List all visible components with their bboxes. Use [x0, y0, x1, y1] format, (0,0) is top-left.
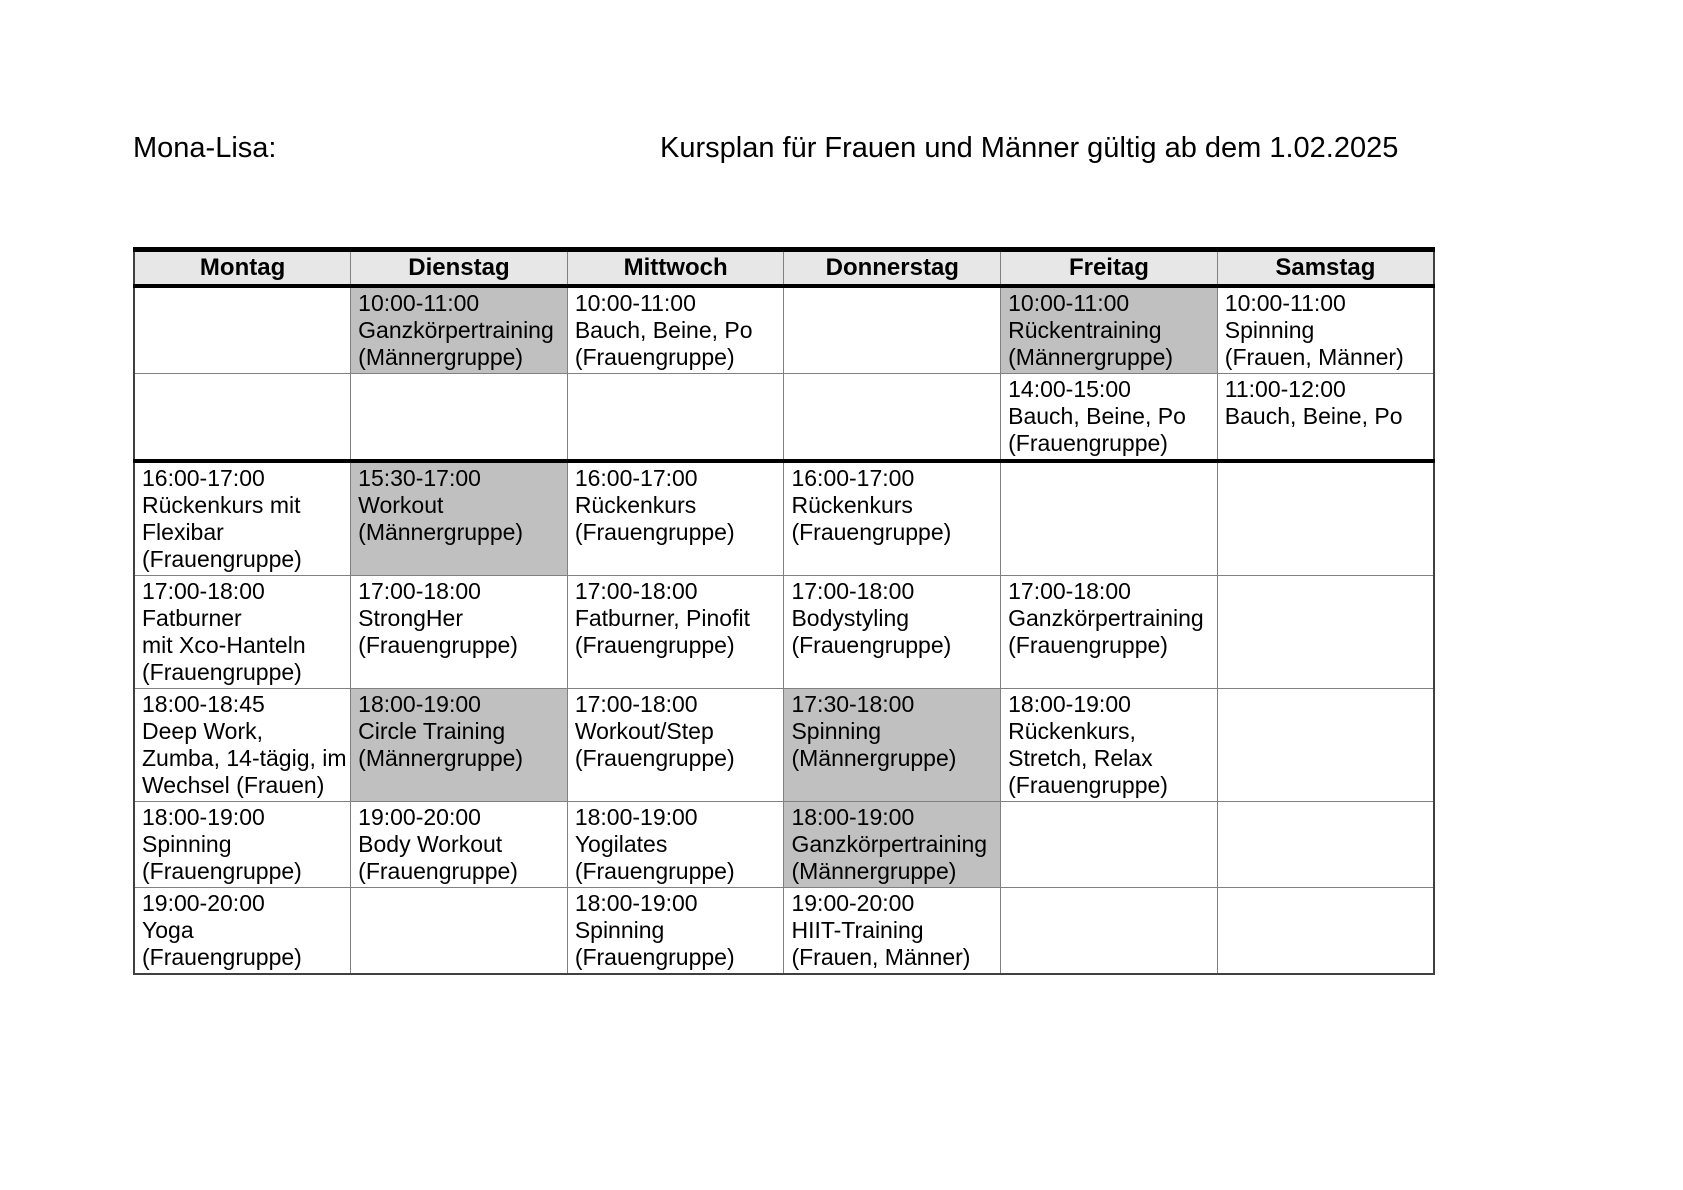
cell-line: Spinning	[142, 831, 232, 857]
cell-r1-montag	[134, 286, 351, 374]
cell-r2-mittwoch	[567, 374, 784, 462]
cell-line: Fatburner	[142, 605, 242, 631]
cell-line: Body Workout	[358, 831, 503, 857]
day-header-samstag: Samstag	[1217, 250, 1434, 287]
table-row	[134, 689, 1434, 802]
cell-r7-samstag	[1217, 888, 1434, 975]
cell-line: (Frauengruppe)	[142, 546, 302, 572]
cell-line: Rückentraining	[1008, 317, 1162, 343]
cell-line: HIIT-Training	[791, 917, 924, 943]
cell-line: (Frauengruppe)	[142, 944, 302, 970]
cell-r6-mittwoch	[567, 802, 784, 888]
cell-line: 11:00-12:00	[1224, 376, 1346, 402]
cell-line: Bauch, Beine, Po	[1224, 403, 1403, 429]
cell-r7-mittwoch	[567, 888, 784, 975]
cell-r7-montag	[134, 888, 351, 975]
cell-line: Zumba, 14-tägig, im	[142, 745, 347, 771]
cell-line: Stretch, Relax	[1008, 745, 1153, 771]
schedule-table-head	[134, 250, 1434, 287]
table-row	[134, 461, 1434, 576]
schedule-table-body	[134, 286, 1434, 974]
cell-line: (Frauengruppe)	[1008, 772, 1168, 798]
cell-line: (Frauengruppe)	[358, 858, 518, 884]
schedule-table	[133, 247, 1435, 975]
cell-line: 10:00-11:00	[574, 290, 696, 316]
cell-r4-mittwoch	[567, 576, 784, 689]
cell-line: Spinning	[1224, 317, 1315, 343]
cell-r4-dienstag	[351, 576, 568, 689]
table-row	[134, 888, 1434, 975]
cell-line: 18:00-19:00	[142, 804, 265, 830]
cell-line: Workout	[358, 492, 444, 518]
cell-line: (Männergruppe)	[1008, 344, 1174, 370]
cell-line: Rückenkurs	[791, 492, 913, 518]
cell-r6-montag	[134, 802, 351, 888]
cell-line: Ganzkörpertraining	[1008, 605, 1204, 631]
day-header-row	[134, 250, 1434, 287]
cell-line: 17:00-18:00	[791, 578, 915, 604]
cell-line: (Frauengruppe)	[574, 632, 735, 658]
day-header-donnerstag: Donnerstag	[784, 250, 1001, 287]
cell-r6-samstag	[1217, 802, 1434, 888]
cell-r2-donnerstag	[784, 374, 1001, 462]
cell-line: (Frauengruppe)	[1008, 632, 1168, 658]
cell-line: (Frauengruppe)	[1008, 430, 1168, 456]
cell-r4-samstag	[1217, 576, 1434, 689]
cell-line: Rückenkurs mit	[142, 492, 301, 518]
cell-r1-donnerstag	[784, 286, 1001, 374]
table-row	[134, 576, 1434, 689]
cell-r1-dienstag	[351, 286, 568, 374]
cell-r1-freitag	[1001, 286, 1218, 374]
cell-r2-montag	[134, 374, 351, 462]
cell-r7-donnerstag	[784, 888, 1001, 975]
cell-line: Yoga	[142, 917, 194, 943]
cell-line: Workout/Step	[574, 718, 714, 744]
cell-line: (Männergruppe)	[358, 519, 524, 545]
cell-line: Circle Training	[358, 718, 506, 744]
cell-r5-donnerstag	[784, 689, 1001, 802]
cell-line: Wechsel (Frauen)	[142, 772, 325, 798]
cell-line: Rückenkurs	[574, 492, 697, 518]
cell-line: 10:00-11:00	[1008, 290, 1130, 316]
cell-line: (Männergruppe)	[358, 745, 524, 771]
cell-r1-mittwoch	[567, 286, 784, 374]
table-row	[134, 374, 1434, 462]
cell-line: (Frauen, Männer)	[791, 944, 971, 970]
cell-r7-freitag	[1001, 888, 1218, 975]
document-header	[133, 132, 1435, 174]
cell-line: 19:00-20:00	[142, 890, 265, 916]
table-row	[134, 286, 1434, 374]
cell-line: 19:00-20:00	[791, 890, 915, 916]
cell-line: (Männergruppe)	[791, 858, 957, 884]
cell-r5-montag	[134, 689, 351, 802]
cell-line: Deep Work,	[142, 718, 264, 744]
table-row	[134, 802, 1434, 888]
cell-line: (Frauengruppe)	[791, 519, 952, 545]
cell-line: 16:00-17:00	[791, 465, 915, 491]
cell-r3-samstag	[1217, 461, 1434, 576]
cell-line: 18:00-19:00	[574, 890, 698, 916]
cell-line: (Frauengruppe)	[358, 632, 518, 658]
cell-r2-dienstag	[351, 374, 568, 462]
cell-r5-mittwoch	[567, 689, 784, 802]
cell-line: 16:00-17:00	[574, 465, 698, 491]
cell-r5-samstag	[1217, 689, 1434, 802]
studio-name: Mona-Lisa:	[133, 132, 277, 164]
cell-r3-freitag	[1001, 461, 1218, 576]
cell-r5-dienstag	[351, 689, 568, 802]
cell-line: 10:00-11:00	[358, 290, 480, 316]
cell-line: Bodystyling	[791, 605, 910, 631]
cell-line: (Frauengruppe)	[142, 858, 302, 884]
day-header-dienstag: Dienstag	[351, 250, 568, 287]
day-header-montag: Montag	[134, 250, 351, 287]
cell-r6-donnerstag	[784, 802, 1001, 888]
cell-line: 18:00-19:00	[358, 691, 481, 717]
cell-line: (Männergruppe)	[791, 745, 957, 771]
cell-line: 17:00-18:00	[574, 691, 698, 717]
cell-line: 18:00-19:00	[1008, 691, 1131, 717]
cell-line: (Frauengruppe)	[574, 745, 735, 771]
cell-r3-montag	[134, 461, 351, 576]
cell-line: 14:00-15:00	[1008, 376, 1131, 402]
cell-r1-samstag	[1217, 286, 1434, 374]
cell-r6-freitag	[1001, 802, 1218, 888]
cell-line: 18:00-19:00	[574, 804, 698, 830]
cell-r4-donnerstag	[784, 576, 1001, 689]
cell-r3-donnerstag	[784, 461, 1001, 576]
cell-r3-mittwoch	[567, 461, 784, 576]
cell-r6-dienstag	[351, 802, 568, 888]
cell-r2-freitag	[1001, 374, 1218, 462]
cell-line: mit Xco-Hanteln	[142, 632, 306, 658]
cell-line: 19:00-20:00	[358, 804, 481, 830]
cell-line: Rückenkurs,	[1008, 718, 1136, 744]
cell-line: 18:00-19:00	[791, 804, 915, 830]
cell-line: (Frauen, Männer)	[1224, 344, 1404, 370]
cell-line: 17:00-18:00	[1008, 578, 1131, 604]
page-title: Kursplan für Frauen und Männer gültig ab dem 1.02.2025	[660, 132, 1399, 164]
cell-line: (Frauengruppe)	[574, 944, 735, 970]
cell-line: (Männergruppe)	[358, 344, 524, 370]
cell-line: 18:00-18:45	[142, 691, 265, 717]
cell-line: (Frauengruppe)	[791, 632, 952, 658]
cell-line: (Frauengruppe)	[142, 659, 302, 685]
cell-line: 16:00-17:00	[142, 465, 265, 491]
cell-line: (Frauengruppe)	[574, 858, 735, 884]
cell-line: 17:30-18:00	[791, 691, 915, 717]
cell-r7-dienstag	[351, 888, 568, 975]
cell-line: Bauch, Beine, Po	[574, 317, 753, 343]
cell-line: Flexibar	[142, 519, 224, 545]
cell-r4-freitag	[1001, 576, 1218, 689]
cell-line: Fatburner, Pinofit	[574, 605, 750, 631]
cell-line: 10:00-11:00	[1224, 290, 1346, 316]
cell-line: Ganzkörpertraining	[791, 831, 988, 857]
cell-line: Spinning	[791, 718, 881, 744]
schedule-table-container	[133, 247, 1435, 975]
cell-line: (Frauengruppe)	[574, 344, 735, 370]
cell-line: 17:00-18:00	[142, 578, 265, 604]
cell-r4-montag	[134, 576, 351, 689]
cell-line: (Frauengruppe)	[574, 519, 735, 545]
cell-r3-dienstag	[351, 461, 568, 576]
cell-line: 15:30-17:00	[358, 465, 481, 491]
cell-line: Spinning	[574, 917, 665, 943]
cell-r2-samstag	[1217, 374, 1434, 462]
day-header-freitag: Freitag	[1001, 250, 1218, 287]
cell-line: 17:00-18:00	[574, 578, 698, 604]
cell-r5-freitag	[1001, 689, 1218, 802]
cell-line: 17:00-18:00	[358, 578, 481, 604]
cell-line: Bauch, Beine, Po	[1008, 403, 1186, 429]
day-header-mittwoch: Mittwoch	[567, 250, 784, 287]
cell-line: Yogilates	[574, 831, 668, 857]
cell-line: StrongHer	[358, 605, 463, 631]
cell-line: Ganzkörpertraining	[358, 317, 554, 343]
